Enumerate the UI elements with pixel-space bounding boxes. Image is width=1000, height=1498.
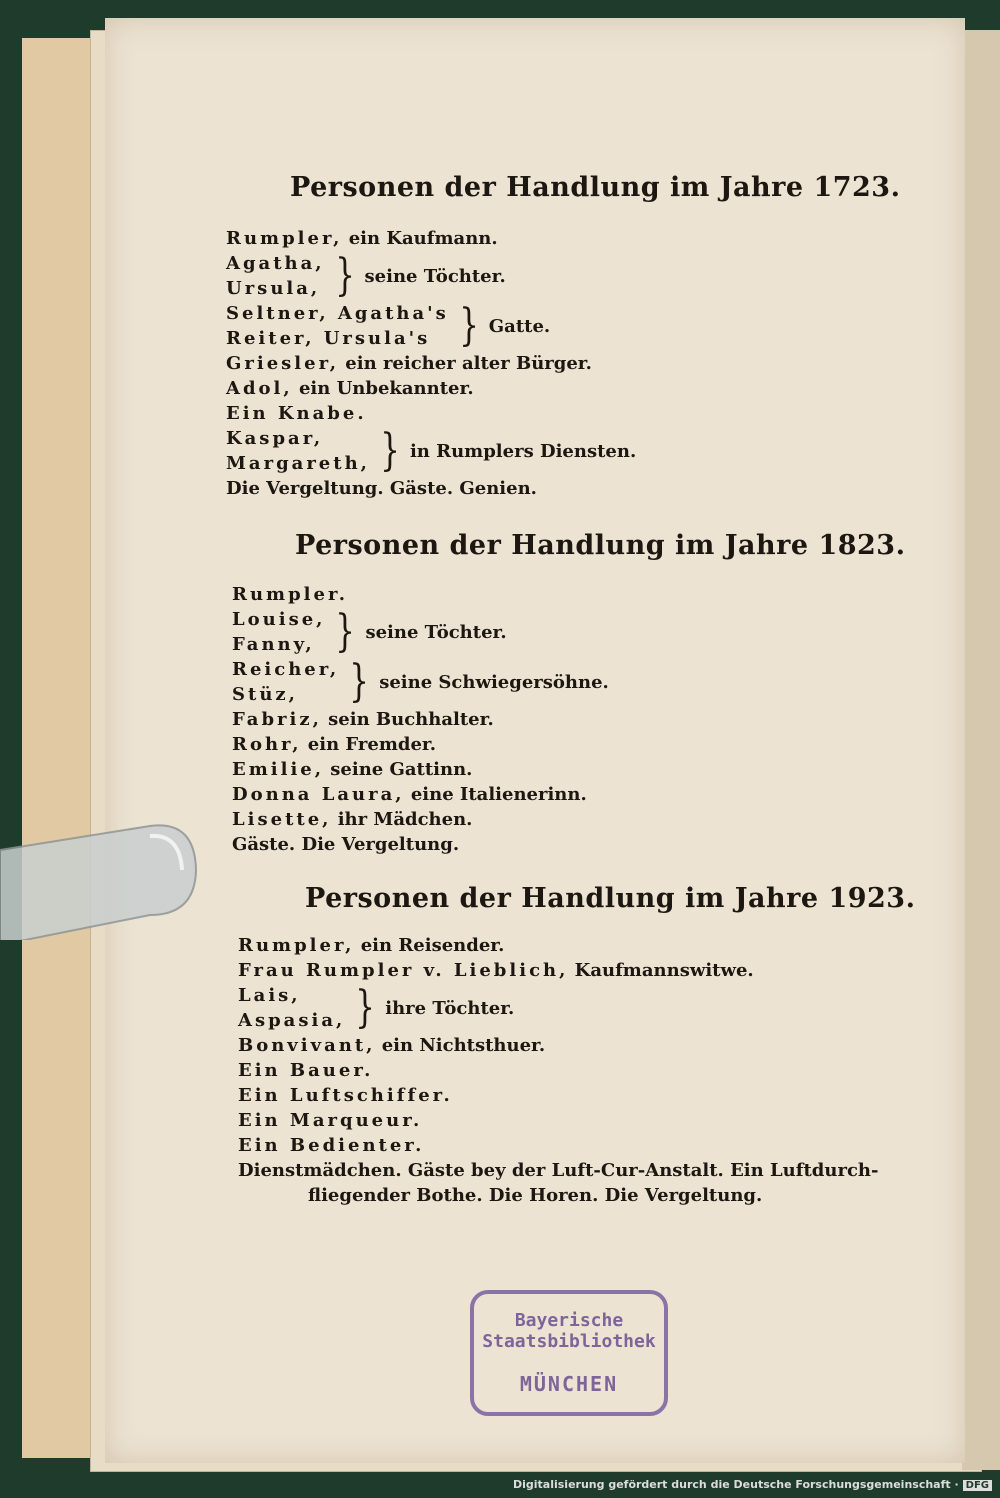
character-description: fliegender Bothe. Die Horen. Die Vergeltung. [308,1185,763,1206]
character-name: Ursula, [226,278,321,299]
cast-line [226,376,636,401]
cast-line [232,582,609,607]
character-name: Ein Bauer. [238,1060,374,1081]
character-description: seine Töchter. [365,621,507,643]
stamp-line-2: Staatsbibliothek [482,1331,656,1352]
cast-line [232,832,609,857]
cast-line [238,958,878,983]
cast-line [226,401,636,426]
cast-list-1723 [226,226,636,501]
cast-line [232,707,609,732]
character-name: Rumpler. [232,584,349,605]
character-name: Rumpler, [226,228,343,249]
character-name: Aspasia, [238,1010,346,1031]
right-page-edge [962,30,1000,1470]
character-description: seine Gattinn. [330,759,473,780]
section-heading: Personen der Handlung im Jahre 1723. [290,172,901,203]
brace-icon: } [380,425,400,476]
character-name: Griesler, [226,353,340,374]
cast-line [238,1183,878,1208]
cast-line [238,1133,878,1158]
cast-line [238,1158,878,1183]
cast-group-names [238,983,345,1033]
character-description: Dienstmädchen. Gäste bey der Luft-Cur-Anstalt. Ein Luftdurch- [238,1160,879,1181]
page-clip-icon [0,820,200,940]
cast-line [232,757,609,782]
cast-line [238,1058,878,1083]
cast-group-names [232,607,325,657]
brace-icon: } [349,656,370,707]
character-description: ihre Töchter. [385,997,515,1019]
character-name: Lais, [238,985,301,1006]
cast-group [226,426,636,476]
cast-list-1823 [232,582,609,857]
character-description: eine Italienerinn. [410,784,587,805]
character-name: Rumpler, [238,935,355,956]
cast-line [238,1083,878,1108]
character-description: ihr Mädchen. [337,809,473,830]
brace-icon: } [355,982,376,1033]
cast-line [238,933,878,958]
cast-line [226,226,636,251]
section-heading: Personen der Handlung im Jahre 1923. [305,883,916,914]
character-name: Adol, [226,378,293,399]
cast-group-names [226,301,449,351]
cast-group [226,251,636,301]
dfg-logo: DFG [963,1480,992,1491]
cast-line [232,782,609,807]
cast-line [232,732,609,757]
character-name: Ein Bedienter. [238,1135,425,1156]
character-name: Emilie, [232,759,324,780]
character-name: Reiter, Ursula's [226,328,431,349]
character-name: Ein Luftschiffer. [238,1085,453,1106]
character-name: Lisette, [232,809,332,830]
character-description: ein reicher alter Bürger. [345,353,592,374]
library-stamp [470,1290,668,1416]
cast-section-1923 [305,883,916,914]
cast-line [238,1033,878,1058]
character-description: ein Fremder. [307,734,437,755]
character-name: Margareth, [226,453,370,474]
cast-line [226,351,636,376]
character-name: Stüz, [232,684,298,705]
character-description: Gäste. Die Vergeltung. [232,834,460,855]
cast-group [226,301,636,351]
character-name: Reicher, [232,659,340,680]
cast-section-1823 [295,530,906,561]
footer-credit [513,1478,992,1491]
character-description: ein Reisender. [360,935,505,956]
character-name: Rohr, [232,734,302,755]
character-name: Donna Laura, [232,784,405,805]
stamp-line-3: MÜNCHEN [519,1372,619,1396]
character-name: Agatha, [226,253,325,274]
character-description: Die Vergeltung. Gäste. Genien. [226,478,537,499]
cast-line [238,1108,878,1133]
character-name: Bonvivant, [238,1035,376,1056]
footer-text: Digitalisierung gefördert durch die Deutsche Forschungsgemeinschaft · [512,1478,959,1491]
character-name: Fabriz, [232,709,322,730]
cast-line [226,476,636,501]
character-description: ein Kaufmann. [348,228,498,249]
character-description: seine Schwiegersöhne. [379,671,609,693]
brace-icon: } [334,250,355,301]
character-name: Seltner, Agatha's [226,303,449,324]
cast-group-names [232,657,339,707]
character-description: seine Töchter. [364,265,506,287]
cast-group [232,657,609,707]
character-name: Kaspar, [226,428,324,449]
character-name: Frau Rumpler v. Lieblich, [238,960,569,981]
character-name: Fanny, [232,634,315,655]
cast-group-names [226,251,325,301]
character-name: Louise, [232,609,326,630]
cast-group [232,607,609,657]
cast-group-names [226,426,370,476]
cast-line [232,807,609,832]
character-description: ein Unbekannter. [298,378,474,399]
brace-icon: } [458,300,479,351]
character-description: sein Buchhalter. [328,709,494,730]
cast-list-1923 [238,933,878,1208]
character-name: Ein Knabe. [226,403,367,424]
cast-group [238,983,878,1033]
cast-section-1723 [290,172,901,203]
character-description: Kaufmannswitwe. [574,960,754,981]
character-description: in Rumplers Diensten. [409,440,637,462]
section-heading: Personen der Handlung im Jahre 1823. [295,530,906,561]
character-name: Ein Marqueur. [238,1110,423,1131]
character-description: ein Nichtsthuer. [381,1035,546,1056]
stamp-line-1: Bayerische [514,1310,624,1331]
brace-icon: } [335,606,356,657]
character-description: Gatte. [488,315,551,337]
